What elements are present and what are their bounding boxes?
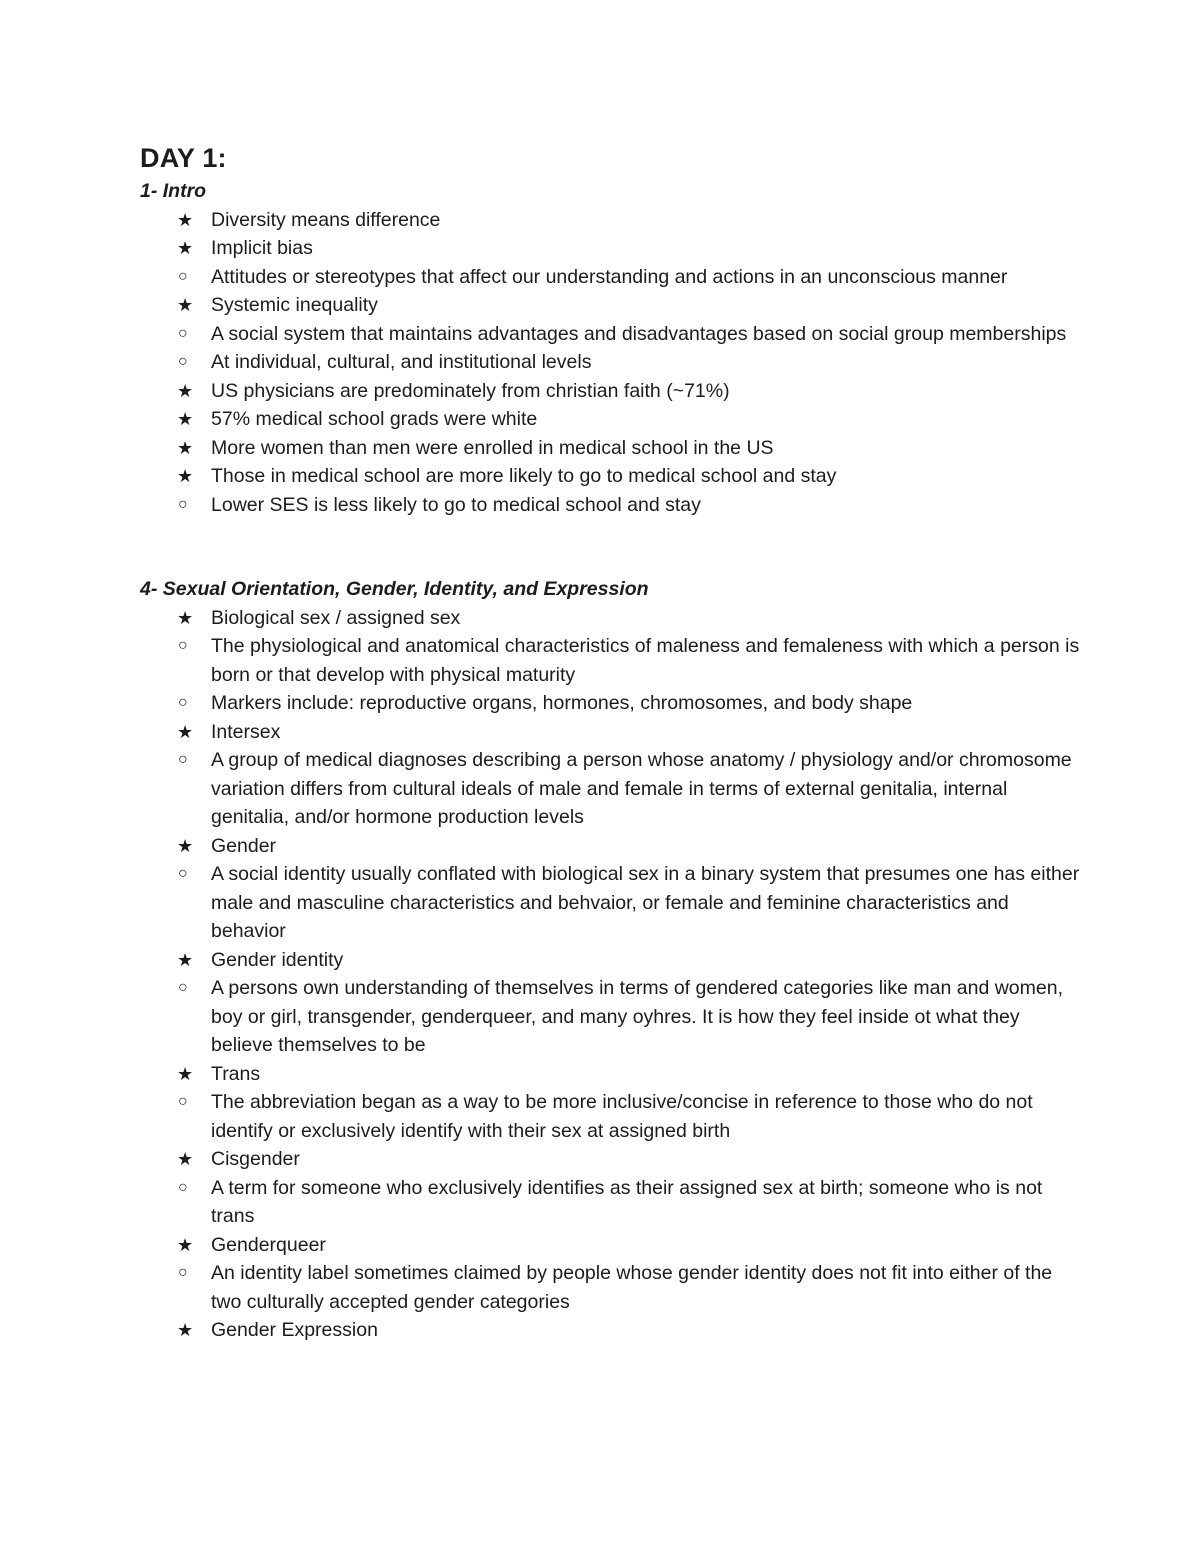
circle-bullet-icon: ○: [178, 694, 188, 711]
circle-bullet-icon: ○: [178, 1178, 188, 1196]
star-bullet-icon: ★: [177, 380, 194, 401]
star-bullet-icon: ★: [177, 437, 194, 458]
bullet-list: [140, 206, 1080, 520]
list-item: [140, 946, 1080, 975]
list-item: [140, 718, 1080, 747]
sub-list-item: [69, 320, 1080, 349]
list-item-text: US physicians are predominately from christian faith (~71%): [211, 379, 730, 402]
circle-bullet-icon: ○: [178, 979, 188, 996]
list-item-text: Gender Expression: [211, 1319, 378, 1341]
sub-list-item-text: Markers include: reproductive organs, hormones, chromosomes, and body shape: [211, 692, 913, 714]
section: [140, 575, 1080, 1345]
list-item: [140, 377, 1080, 406]
list-item-text: Gender: [211, 834, 277, 857]
sections-container: [140, 177, 1080, 1345]
list-item: [140, 462, 1080, 491]
circle-bullet-icon: ○: [178, 495, 188, 513]
star-bullet-icon: ★: [177, 721, 194, 742]
sub-list-item: [69, 263, 1080, 292]
sub-list-item-text: Attitudes or stereotypes that affect our understanding and actions in an unconscious manner: [211, 265, 1008, 288]
sub-list-item: [69, 491, 1080, 520]
sub-list-item-text: An identity label sometimes claimed by people whose gender identity does not fit into either of the two culturally accepted gender categories: [211, 1262, 1053, 1313]
circle-bullet-icon: ○: [178, 637, 188, 654]
star-bullet-icon: ★: [177, 295, 194, 315]
sub-list-item: [69, 632, 1080, 689]
circle-bullet-icon: ○: [178, 751, 188, 768]
sub-list-item-text: The physiological and anatomical characteristics of maleness and femaleness with which a person is born or that develop with physical maturity: [211, 635, 1080, 686]
section-heading: 4- Sexual Orientation, Gender, Identity, and Expression: [140, 578, 649, 600]
bullet-list: [140, 604, 1080, 1345]
sub-list-item: [69, 689, 1080, 718]
sub-list-item-text: At individual, cultural, and institutional levels: [211, 351, 592, 373]
list-item-text: Trans: [211, 1062, 261, 1085]
list-item-text: Gender identity: [211, 948, 344, 971]
sub-list-item: [69, 974, 1080, 1060]
list-item: [140, 291, 1080, 320]
document-title: DAY 1:: [140, 143, 227, 173]
list-item: [140, 234, 1080, 263]
list-item: [140, 206, 1080, 235]
sub-list-item: [69, 860, 1080, 946]
star-bullet-icon: ★: [177, 1320, 194, 1340]
star-bullet-icon: ★: [177, 1234, 194, 1255]
circle-bullet-icon: ○: [178, 1093, 188, 1110]
sub-list-item-text: A social system that maintains advantages and disadvantages based on social group memberships: [211, 322, 1067, 345]
circle-bullet-icon: ○: [178, 267, 188, 285]
sub-list-item-text: The abbreviation began as a way to be more inclusive/concise in reference to those who do not identify or exclusively identify with their sex at assigned birth: [211, 1091, 1033, 1142]
list-item-text: Systemic inequality: [211, 294, 378, 316]
list-item-text: More women than men were enrolled in medical school in the US: [211, 436, 774, 459]
circle-bullet-icon: ○: [178, 324, 188, 342]
star-bullet-icon: ★: [177, 238, 194, 258]
sub-list-item: [69, 348, 1080, 377]
sub-list-item-text: A persons own understanding of themselves in terms of gendered categories like man and women, boy or girl, transgender, genderqueer, and many oyhres. It is how they feel inside ot what they believe themselves to be: [211, 977, 1063, 1056]
list-item: [140, 434, 1080, 463]
list-item: [140, 1060, 1080, 1089]
star-bullet-icon: ★: [177, 209, 194, 230]
circle-bullet-icon: ○: [178, 865, 188, 882]
sub-list-item-text: Lower SES is less likely to go to medical school and stay: [211, 493, 701, 516]
star-bullet-icon: ★: [177, 1063, 194, 1084]
star-bullet-icon: ★: [177, 607, 194, 628]
list-item-text: Genderqueer: [211, 1233, 326, 1256]
section-heading: 1- Intro: [140, 180, 207, 202]
sub-list-item: [69, 1088, 1080, 1145]
star-bullet-icon: ★: [177, 835, 194, 856]
list-item: [140, 832, 1080, 861]
list-item-text: 57% medical school grads were white: [211, 408, 538, 430]
star-bullet-icon: ★: [177, 1149, 194, 1169]
list-item: [140, 604, 1080, 633]
sub-list-item: [69, 1174, 1080, 1231]
star-bullet-icon: ★: [177, 466, 194, 486]
list-item: [140, 1316, 1080, 1345]
sub-list-item-text: A group of medical diagnoses describing a person whose anatomy / physiology and/or chromosome variation differs from cultural ideals of male and female in terms of external genitalia, internal genitalia, and/or hormone production levels: [211, 749, 1072, 828]
list-item-text: Intersex: [211, 720, 281, 743]
sub-list-item-text: A term for someone who exclusively identifies as their assigned sex at birth; someone who is not trans: [211, 1176, 1043, 1227]
section: [140, 177, 1080, 519]
sub-list-item-text: A social identity usually conflated with biological sex in a binary system that presumes one has either male and masculine characteristics and behvaior, or female and feminine characteristics and behavior: [211, 863, 1080, 942]
list-item-text: Biological sex / assigned sex: [211, 606, 461, 629]
circle-bullet-icon: ○: [178, 353, 188, 370]
document-page: [140, 140, 1080, 1345]
list-item: [140, 1145, 1080, 1174]
list-item-text: Diversity means difference: [211, 208, 441, 231]
list-item-text: Implicit bias: [211, 237, 313, 259]
list-item-text: Those in medical school are more likely to go to medical school and stay: [211, 465, 837, 487]
circle-bullet-icon: ○: [178, 1264, 188, 1281]
list-item-text: Cisgender: [211, 1148, 300, 1170]
sub-list-item: [69, 1259, 1080, 1316]
star-bullet-icon: ★: [177, 409, 194, 429]
list-item: [140, 405, 1080, 434]
sub-list-item: [69, 746, 1080, 832]
star-bullet-icon: ★: [177, 949, 194, 970]
list-item: [140, 1231, 1080, 1260]
